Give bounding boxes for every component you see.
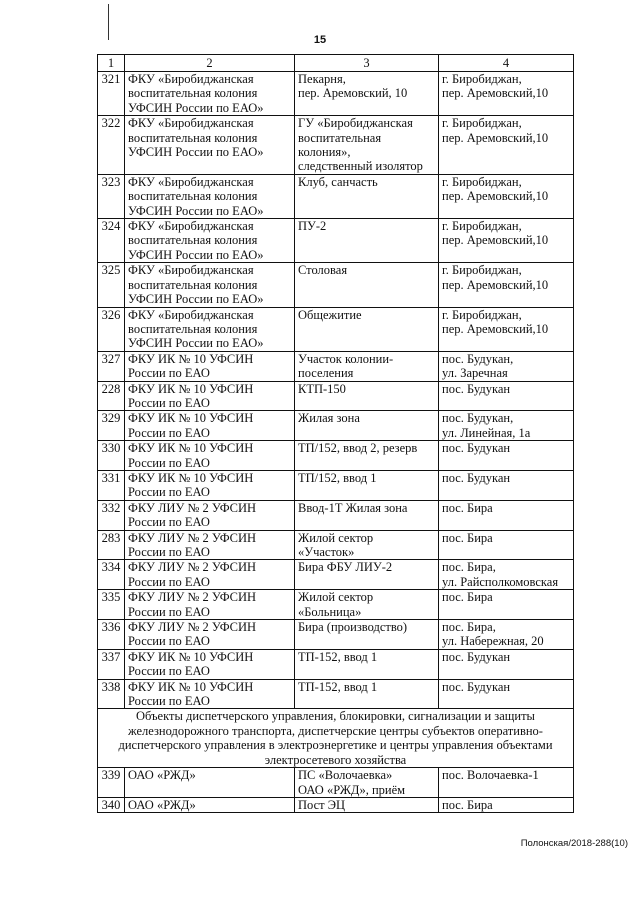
- cell-line: ул. Линейная, 1а: [442, 425, 531, 440]
- object-cell: [295, 560, 439, 590]
- table-row: [98, 307, 574, 351]
- cell-line: Пост ЭЦ: [298, 797, 346, 812]
- cell-line: ТП/152, ввод 2, резерв: [298, 441, 418, 456]
- row-number: 327: [98, 351, 125, 381]
- cell-line: ФКУ «Биробиджанская: [128, 116, 254, 131]
- cell-line: КТП-150: [298, 381, 346, 396]
- cell-line: ФКУ ИК № 10 УФСИН: [128, 649, 254, 664]
- object-cell: [295, 500, 439, 530]
- object-cell: [295, 263, 439, 307]
- header-col-3: 3: [295, 55, 439, 72]
- organization-cell: [125, 500, 295, 530]
- cell-line: пос. Будукан: [442, 441, 511, 456]
- table-row: [98, 263, 574, 307]
- row-number: 339: [98, 768, 125, 798]
- cell-line: г. Биробиджан,: [442, 219, 522, 234]
- cell-line: поселения: [298, 366, 354, 381]
- cell-line: УФСИН России по ЕАО»: [128, 203, 264, 218]
- organization-cell: [125, 620, 295, 650]
- organization-cell: [125, 470, 295, 500]
- cell-line: пос. Бира: [442, 797, 493, 812]
- organization-cell: [125, 263, 295, 307]
- cell-line: Участок колонии-: [298, 351, 394, 366]
- object-cell: [295, 72, 439, 116]
- organization-cell: [125, 307, 295, 351]
- organization-cell: [125, 411, 295, 441]
- section-title: [98, 709, 574, 768]
- object-cell: [295, 381, 439, 411]
- header-col-4: 4: [439, 55, 574, 72]
- object-cell: [295, 116, 439, 175]
- header-col-2: 2: [125, 55, 295, 72]
- cell-line: России по ЕАО: [128, 515, 210, 530]
- organization-cell: [125, 116, 295, 175]
- cell-line: пос. Бира,: [442, 620, 496, 635]
- cell-line: Жилой сектор: [298, 590, 374, 605]
- address-cell: [439, 470, 574, 500]
- object-cell: [295, 351, 439, 381]
- header-col-1: 1: [98, 55, 125, 72]
- objects-table: [97, 54, 574, 813]
- cell-line: ФКУ ЛИУ № 2 УФСИН: [128, 590, 257, 605]
- row-number: 337: [98, 649, 125, 679]
- cell-line: Пекарня,: [298, 72, 346, 86]
- address-cell: [439, 351, 574, 381]
- cell-line: ул. Набережная, 20: [442, 634, 544, 649]
- table-row: [98, 530, 574, 560]
- table-row: [98, 381, 574, 411]
- address-cell: [439, 174, 574, 218]
- cell-line: УФСИН России по ЕАО»: [128, 292, 264, 307]
- row-number: 330: [98, 441, 125, 471]
- section-row: [98, 709, 574, 768]
- row-number: 332: [98, 500, 125, 530]
- cell-line: ГУ «Биробиджанская: [298, 116, 413, 131]
- cell-line: воспитательная колония: [128, 233, 258, 248]
- organization-cell: [125, 219, 295, 263]
- cell-line: воспитательная колония: [128, 189, 258, 204]
- cell-line: ФКУ «Биробиджанская: [128, 72, 254, 86]
- table-row: [98, 500, 574, 530]
- organization-cell: [125, 381, 295, 411]
- cell-line: г. Биробиджан,: [442, 263, 522, 278]
- cell-line: «Больница»: [298, 604, 362, 619]
- object-cell: [295, 441, 439, 471]
- organization-cell: [125, 797, 295, 812]
- row-number: 325: [98, 263, 125, 307]
- cell-line: пер. Аремовский,10: [442, 321, 549, 336]
- cell-line: Клуб, санчасть: [298, 174, 378, 189]
- table-row: [98, 174, 574, 218]
- cell-line: ФКУ «Биробиджанская: [128, 219, 254, 234]
- cell-line: ОАО «РЖД»: [128, 768, 196, 783]
- row-number: 321: [98, 72, 125, 116]
- cell-line: воспитательная колония: [128, 86, 258, 101]
- cell-line: пос. Бира: [442, 500, 493, 515]
- page-number: 15: [313, 34, 327, 46]
- cell-line: ФКУ ЛИУ № 2 УФСИН: [128, 530, 257, 545]
- cell-line: пос. Бира: [442, 530, 493, 545]
- table-row: [98, 620, 574, 650]
- cell-line: пос. Будукан: [442, 470, 511, 485]
- cell-line: ФКУ ИК № 10 УФСИН: [128, 381, 254, 396]
- organization-cell: [125, 174, 295, 218]
- cell-line: электросетевого хозяйства: [264, 752, 407, 767]
- cell-line: ФКУ ЛИУ № 2 УФСИН: [128, 620, 257, 635]
- cell-line: г. Биробиджан,: [442, 307, 522, 322]
- object-cell: [295, 679, 439, 709]
- cell-line: пер. Аремовский,10: [442, 189, 549, 204]
- row-number: 326: [98, 307, 125, 351]
- organization-cell: [125, 530, 295, 560]
- cell-line: Бира ФБУ ЛИУ-2: [298, 560, 393, 575]
- cell-line: пос. Волочаевка-1: [442, 768, 539, 783]
- table-row: [98, 219, 574, 263]
- cell-line: Ввод-1Т Жилая зона: [298, 500, 408, 515]
- cell-line: ФКУ «Биробиджанская: [128, 263, 254, 278]
- cell-line: пос. Будукан: [442, 381, 511, 396]
- cell-line: пос. Будукан,: [442, 411, 514, 426]
- object-cell: [295, 768, 439, 798]
- object-cell: [295, 219, 439, 263]
- row-number: 336: [98, 620, 125, 650]
- cell-line: России по ЕАО: [128, 574, 210, 589]
- table-row: [98, 679, 574, 709]
- object-cell: [295, 649, 439, 679]
- cell-line: России по ЕАО: [128, 366, 210, 381]
- cell-line: России по ЕАО: [128, 604, 210, 619]
- cell-line: России по ЕАО: [128, 455, 210, 470]
- organization-cell: [125, 768, 295, 798]
- cell-line: УФСИН России по ЕАО»: [128, 100, 264, 115]
- cell-line: пер. Аремовский,10: [442, 130, 549, 145]
- cell-line: ул. Заречная: [442, 366, 508, 381]
- cell-line: воспитательная колония: [128, 130, 258, 145]
- cell-line: России по ЕАО: [128, 694, 210, 709]
- cell-line: Объекты диспетчерского управления, блокировки, сигнализации и защиты: [136, 709, 535, 724]
- organization-cell: [125, 72, 295, 116]
- cell-line: Общежитие: [298, 307, 362, 322]
- cell-line: ПС «Волочаевка»: [298, 768, 393, 783]
- cell-line: ОАО «РЖД», приём: [298, 782, 406, 797]
- address-cell: [439, 560, 574, 590]
- cell-line: ТП-152, ввод 1: [298, 649, 378, 664]
- cell-line: Столовая: [298, 263, 348, 278]
- cell-line: УФСИН России по ЕАО»: [128, 336, 264, 351]
- row-number: 338: [98, 679, 125, 709]
- row-number: 283: [98, 530, 125, 560]
- organization-cell: [125, 560, 295, 590]
- object-cell: [295, 620, 439, 650]
- address-cell: [439, 116, 574, 175]
- cell-line: пос. Будукан: [442, 679, 511, 694]
- table-row: [98, 411, 574, 441]
- cell-line: ОАО «РЖД»: [128, 797, 196, 812]
- cell-line: ФКУ ИК № 10 УФСИН: [128, 470, 254, 485]
- table-header-row: [98, 55, 574, 72]
- organization-cell: [125, 679, 295, 709]
- object-cell: [295, 411, 439, 441]
- cell-line: Бира (производство): [298, 620, 408, 635]
- row-number: 324: [98, 219, 125, 263]
- cell-line: ТП/152, ввод 1: [298, 470, 377, 485]
- cell-line: ФКУ ЛИУ № 2 УФСИН: [128, 500, 257, 515]
- cell-line: ФКУ «Биробиджанская: [128, 307, 254, 322]
- address-cell: [439, 411, 574, 441]
- address-cell: [439, 72, 574, 116]
- address-cell: [439, 441, 574, 471]
- address-cell: [439, 381, 574, 411]
- cell-line: ФКУ ЛИУ № 2 УФСИН: [128, 560, 257, 575]
- organization-cell: [125, 351, 295, 381]
- object-cell: [295, 797, 439, 812]
- address-cell: [439, 263, 574, 307]
- cell-line: железнодорожного транспорта, диспетчерские центры субъектов оперативно-: [128, 723, 543, 738]
- cell-line: УФСИН России по ЕАО»: [128, 247, 264, 262]
- table-row: [98, 116, 574, 175]
- cell-line: Жилая зона: [298, 411, 360, 426]
- cell-line: ФКУ ИК № 10 УФСИН: [128, 411, 254, 426]
- cell-line: Жилой сектор: [298, 530, 374, 545]
- object-cell: [295, 530, 439, 560]
- cell-line: воспитательная колония: [128, 277, 258, 292]
- cell-line: России по ЕАО: [128, 395, 210, 410]
- address-cell: [439, 620, 574, 650]
- cell-line: ТП-152, ввод 1: [298, 679, 378, 694]
- cell-line: ФКУ ИК № 10 УФСИН: [128, 441, 254, 456]
- cell-line: воспитательная колония: [128, 321, 258, 336]
- row-number: 323: [98, 174, 125, 218]
- address-cell: [439, 530, 574, 560]
- address-cell: [439, 679, 574, 709]
- cell-line: следственный изолятор: [298, 159, 423, 174]
- cell-line: пер. Аремовский,10: [442, 277, 549, 292]
- table-row: [98, 768, 574, 798]
- row-number: 322: [98, 116, 125, 175]
- address-cell: [439, 219, 574, 263]
- cell-line: воспитательная: [298, 130, 382, 145]
- row-number: 228: [98, 381, 125, 411]
- table-row: [98, 797, 574, 812]
- organization-cell: [125, 590, 295, 620]
- cell-line: г. Биробиджан,: [442, 72, 522, 86]
- cell-line: ФКУ ИК № 10 УФСИН: [128, 679, 254, 694]
- cell-line: «Участок»: [298, 545, 355, 559]
- cell-line: УФСИН России по ЕАО»: [128, 145, 264, 160]
- object-cell: [295, 174, 439, 218]
- row-number: 334: [98, 560, 125, 590]
- object-cell: [295, 307, 439, 351]
- cell-line: пер. Аремовский,10: [442, 86, 549, 101]
- cell-line: ФКУ ИК № 10 УФСИН: [128, 351, 254, 366]
- table-row: [98, 590, 574, 620]
- cell-line: г. Биробиджан,: [442, 116, 522, 131]
- organization-cell: [125, 441, 295, 471]
- table-row: [98, 441, 574, 471]
- cell-line: пос. Будукан: [442, 649, 511, 664]
- cell-line: пос. Бира,: [442, 560, 496, 575]
- organization-cell: [125, 649, 295, 679]
- cell-line: пер. Аремовский,10: [442, 233, 549, 248]
- table-row: [98, 560, 574, 590]
- table-row: [98, 72, 574, 116]
- cell-line: пос. Будукан,: [442, 351, 514, 366]
- address-cell: [439, 500, 574, 530]
- address-cell: [439, 590, 574, 620]
- row-number: 335: [98, 590, 125, 620]
- table-row: [98, 470, 574, 500]
- address-cell: [439, 768, 574, 798]
- cell-line: России по ЕАО: [128, 545, 210, 559]
- cell-line: России по ЕАО: [128, 485, 210, 500]
- row-number: 340: [98, 797, 125, 812]
- row-number: 329: [98, 411, 125, 441]
- cell-line: ул. Райсполкомовская: [442, 574, 559, 589]
- cell-line: диспетчерского управления в электроэнергетике и центры управления объектами: [118, 738, 553, 753]
- object-cell: [295, 590, 439, 620]
- cell-line: пер. Аремовский, 10: [298, 86, 408, 101]
- cell-line: колония»,: [298, 145, 351, 160]
- table-row: [98, 649, 574, 679]
- document-footer: Полонская/2018-288(10): [520, 838, 628, 849]
- address-cell: [439, 307, 574, 351]
- address-cell: [439, 649, 574, 679]
- cell-line: России по ЕАО: [128, 634, 210, 649]
- row-number: 331: [98, 470, 125, 500]
- cell-line: России по ЕАО: [128, 664, 210, 679]
- cell-line: пос. Бира: [442, 590, 493, 605]
- cell-line: ПУ-2: [298, 219, 327, 234]
- cell-line: г. Биробиджан,: [442, 174, 522, 189]
- address-cell: [439, 797, 574, 812]
- table-row: [98, 351, 574, 381]
- cell-line: России по ЕАО: [128, 425, 210, 440]
- cell-line: ФКУ «Биробиджанская: [128, 174, 254, 189]
- object-cell: [295, 470, 439, 500]
